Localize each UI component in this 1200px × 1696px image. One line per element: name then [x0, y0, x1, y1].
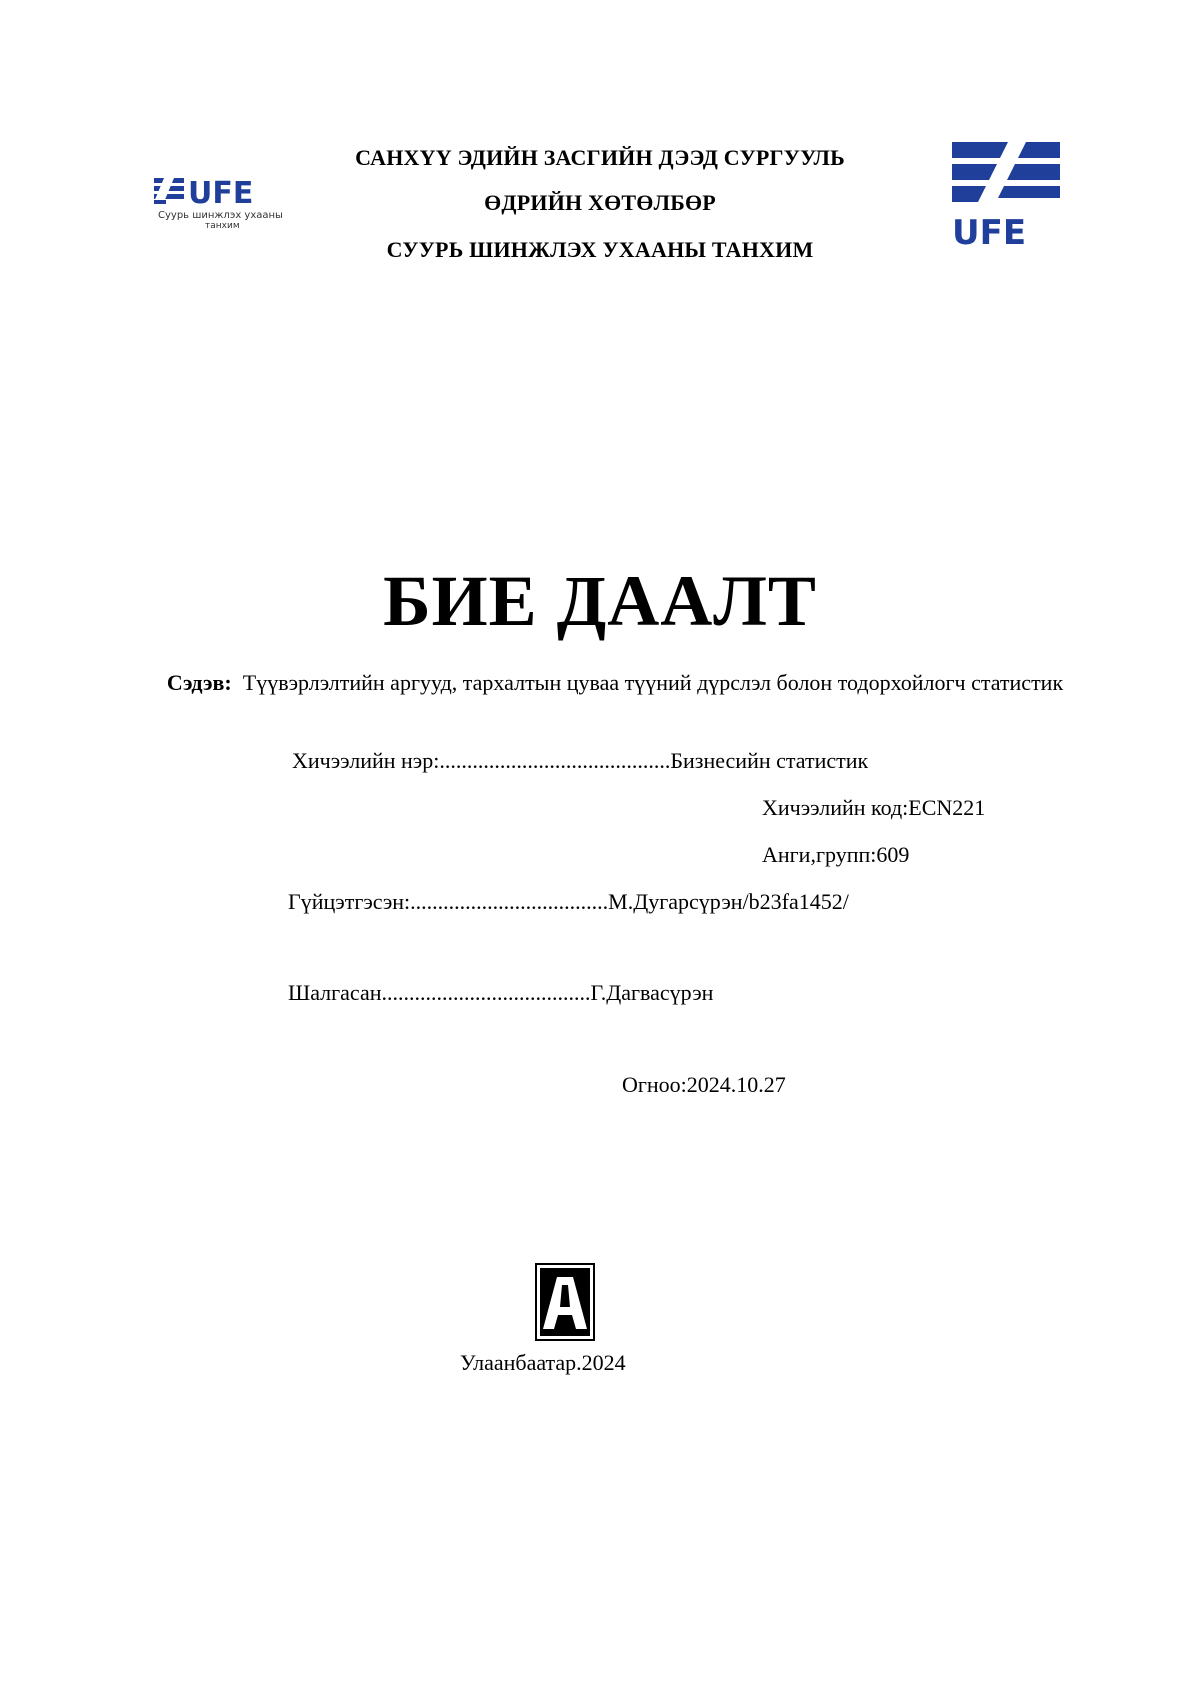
course-name-line [292, 748, 868, 774]
svg-text:танхим: танхим [205, 221, 240, 231]
course-code: Хичээлийн код:ECN221 [762, 795, 986, 820]
institution-name: САНХҮҮ ЭДИЙН ЗАСГИЙН ДЭЭД СУРГУУЛЬ [355, 145, 845, 170]
course-name-value: Бизнесийн статистик [670, 748, 869, 773]
group: Анги,групп:609 [762, 842, 910, 867]
city-year: Улаанбаатар.2024 [460, 1350, 626, 1375]
date: Огноо:2024.10.27 [622, 1072, 786, 1097]
ufe-small-logo [150, 172, 300, 242]
topic [165, 668, 1065, 698]
ufe-large-logo [950, 140, 1062, 246]
ufe-logo-text: UFE [952, 213, 1027, 246]
course-name-dots: .......................................... [439, 748, 671, 773]
svg-text:UFE: UFE [188, 176, 254, 211]
checker-dots: ...................................... [381, 980, 591, 1005]
checker-value: Г.Дагвасүрэн [590, 980, 714, 1005]
svg-text:Суурь шинжлэх ухааны: Суурь шинжлэх ухааны [158, 210, 283, 221]
checker-line [288, 980, 713, 1006]
performer-value: М.Дугарсүрэн/b23fa1452/ [608, 889, 849, 914]
program-name: ӨДРИЙН ХӨТӨЛБӨР [484, 190, 716, 215]
department-name: СУУРЬ ШИНЖЛЭХ УХААНЫ ТАНХИМ [386, 237, 814, 262]
checker-label: Шалгасан [288, 980, 382, 1005]
topic-label: Сэдэв: [166, 670, 232, 695]
document-title: БИЕ ДААЛТ [383, 561, 817, 641]
performer-line [288, 889, 849, 915]
performer-label: Гүйцэтгэсэн: [288, 889, 411, 914]
performer-dots: .................................... [410, 889, 609, 914]
topic-text: Түүвэрлэлтийн аргууд, тархалтын цуваа түүний дүрслэл болон тодорхойлогч статистик [242, 670, 1064, 695]
letter-a-icon [535, 1263, 595, 1341]
course-name-label: Хичээлийн нэр: [292, 748, 440, 773]
